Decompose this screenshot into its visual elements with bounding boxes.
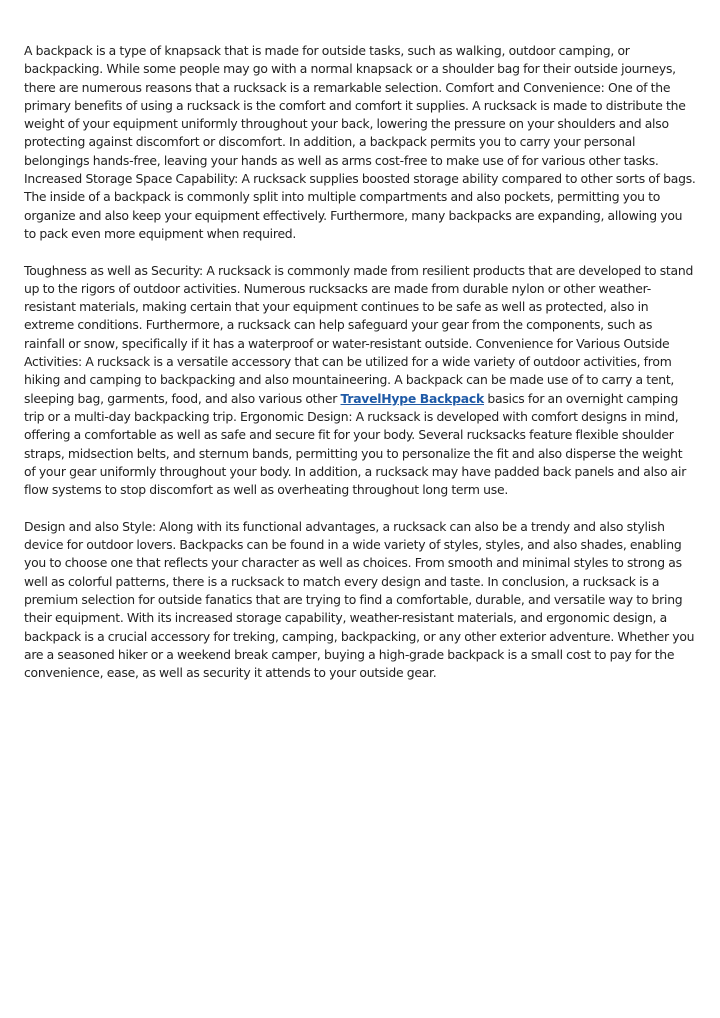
paragraph-design-style: Design and also Style: Along with its functional advantages, a rucksack can also be a trendy and also stylish device for outdoor lovers. Backpacks can be found in a wide variety of styles, styles, and also shades, enabling you to choose one that reflects your character as well as choices. From smooth and minimal styles to strong as well as colorful patterns, there is a rucksack to match every design and taste. In conclusion, a rucksack is a premium selection for outside fanatics that are trying to find a comfortable, durable, and versatile way to bring their equipment. With its increased storage capability, weather-resistant materials, and ergonomic design, a backpack is a crucial accessory for treking, camping, backpacking, or any other exterior adventure. Whether you are a seasoned hiker or a weekend break camper, buying a high-grade backpack is a small cost to pay for the convenience, ease, as well as security it attends to your outside gear. <box>24 518 695 681</box>
paragraph-text-before-link: Toughness as well as Security: A rucksack is commonly made from resilient products that are developed to stand up to the rigors of outdoor activities. Numerous rucksacks are made from durable nylon or other weather-resistant materials, making certain that your equipment continues to be safe as well as protected, also in extreme conditions. Furthermore, a rucksack can help safeguard your gear from the components, such as rainfall or snow, specifically if it has a waterproof or water-resistant outside. Convenience for Various Outside Activities: A rucksack is a versatile accessory that can be utilized for a wide variety of outdoor activities, from hiking and camping to backpacking and also mountaineering. A backpack can be made use of to carry a tent, sleeping bag, garments, food, and also various other <box>24 262 694 406</box>
document-body <box>24 42 696 701</box>
travelhype-backpack-link[interactable]: TravelHype Backpack <box>340 390 484 406</box>
paragraph-intro: A backpack is a type of knapsack that is made for outside tasks, such as walking, outdoor camping, or backpacking. While some people may go with a normal knapsack or a shoulder bag for their outside journeys, there are numerous reasons that a rucksack is a remarkable selection. Comfort and Convenience: One of the primary benefits of using a rucksack is the comfort and comfort it supplies. A rucksack is made to distribute the weight of your equipment uniformly throughout your back, lowering the pressure on your shoulders and also protecting against discomfort or discomfort. In addition, a backpack permits you to carry your personal belongings hands-free, leaving your hands as well as arms cost-free to make use of for various other tasks. Increased Storage Space Capability: A rucksack supplies boosted storage ability compared to other sorts of bags. The inside of a backpack is commonly split into multiple compartments and also pockets, permitting you to organize and also keep your equipment effectively. Furthermore, many backpacks are expanding, allowing you to pack even more equipment when required. <box>24 43 696 241</box>
paragraph-durability <box>24 262 696 500</box>
paragraph-text-after-link: basics for an overnight camping trip or a multi-day backpacking trip. Ergonomic Design: A rucksack is developed with comfort designs in mind, offering a comfortable as well as safe and secure fit for your body. Several rucksacks feature flexible shoulder straps, midsection belts, and sternum bands, permitting you to personalize the fit and also disperse the weight of your gear uniformly throughout your body. In addition, a rucksack may have padded back panels and also air flow systems to stop discomfort as well as overheating throughout long term use. <box>24 390 687 498</box>
